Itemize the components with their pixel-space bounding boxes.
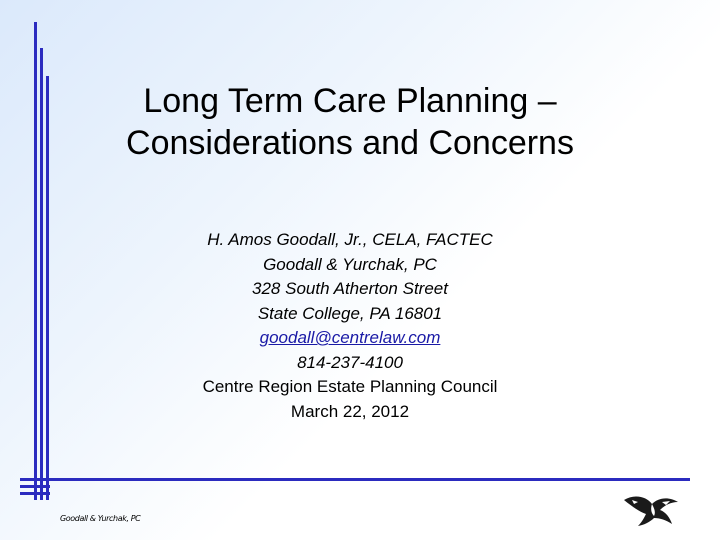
eagle-logo-icon [622,492,680,528]
title-line-1: Long Term Care Planning – [143,82,557,120]
presenter-name: H. Amos Goodall, Jr., CELA, FACTEC [207,230,493,249]
slide-title [50,80,650,164]
frame-horizontal-line-3 [20,492,50,495]
footer-firm-label: Goodall & Yurchak, PC [60,514,141,523]
title-line-2: Considerations and Concerns [126,124,574,162]
presenter-phone: 814-237-4100 [297,352,403,372]
presenter-email-link[interactable]: goodall@centrelaw.com [259,328,441,347]
frame-vertical-line-1 [34,22,37,500]
presenter-street: 328 South Atherton Street [252,279,448,298]
presenter-info [160,228,540,424]
frame-vertical-line-3 [46,76,49,500]
frame-vertical-line-2 [40,48,43,500]
presenter-firm: Goodall & Yurchak, PC [263,254,437,274]
frame-horizontal-line-1 [20,478,690,481]
frame-horizontal-line-2 [20,485,50,488]
event-organization: Centre Region Estate Planning Council [202,377,498,396]
presenter-city: State College, PA 16801 [257,303,443,323]
event-date: March 22, 2012 [290,401,410,421]
